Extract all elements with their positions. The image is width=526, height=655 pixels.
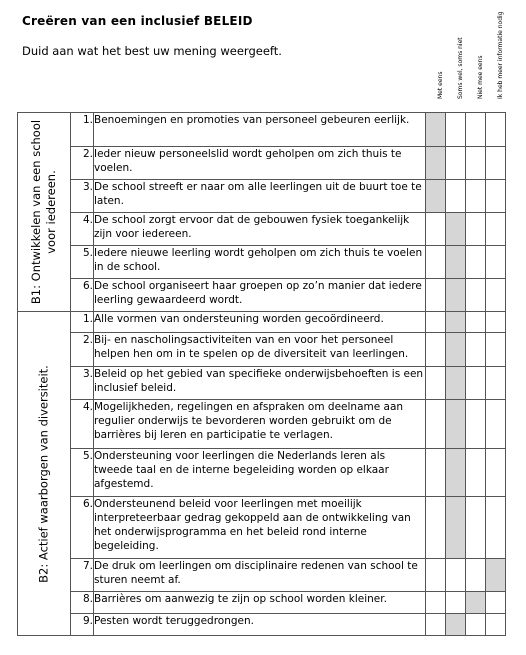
answer-cell-niet-mee-eens[interactable] xyxy=(466,497,486,559)
answer-cell-mee-eens[interactable] xyxy=(426,367,446,400)
table-row xyxy=(18,449,506,497)
table-row xyxy=(18,400,506,449)
statement-text: Pesten wordt teruggedrongen. xyxy=(94,614,426,636)
answer-cell-soms[interactable] xyxy=(446,449,466,497)
table-row xyxy=(18,333,506,367)
answer-cell-mee-eens[interactable] xyxy=(426,279,446,312)
item-number: 9. xyxy=(71,614,94,636)
page-title: Creëren van een inclusief BELEID xyxy=(22,14,253,28)
answer-cell-niet-mee-eens[interactable] xyxy=(466,333,486,367)
answer-cell-soms[interactable] xyxy=(446,367,466,400)
answer-cell-meer-info[interactable] xyxy=(486,180,506,213)
item-number: 2. xyxy=(71,147,94,180)
item-number: 1. xyxy=(71,312,94,333)
section-label-b1: B1: Ontwikkelen van een school voor iedereen. xyxy=(18,113,71,312)
column-header-niet-mee-eens: Niet mee eens xyxy=(477,55,484,99)
table-row xyxy=(18,246,506,279)
statement-text: De school zorgt ervoor dat de gebouwen fysiek toegankelijk zijn voor iedereen. xyxy=(94,213,426,246)
answer-cell-niet-mee-eens[interactable] xyxy=(466,367,486,400)
table-row xyxy=(18,497,506,559)
answer-cell-meer-info[interactable] xyxy=(486,367,506,400)
table-row xyxy=(18,312,506,333)
answer-cell-niet-mee-eens[interactable] xyxy=(466,592,486,614)
answer-cell-niet-mee-eens[interactable] xyxy=(466,213,486,246)
answer-cell-soms[interactable] xyxy=(446,592,466,614)
statement-text: Iedere nieuwe leerling wordt geholpen om zich thuis te voelen in de school. xyxy=(94,246,426,279)
answer-cell-niet-mee-eens[interactable] xyxy=(466,559,486,592)
item-number: 3. xyxy=(71,367,94,400)
answer-cell-mee-eens[interactable] xyxy=(426,246,446,279)
item-number: 7. xyxy=(71,559,94,592)
table-row xyxy=(18,592,506,614)
statement-text: Ieder nieuw personeelslid wordt geholpen om zich thuis te voelen. xyxy=(94,147,426,180)
table-row xyxy=(18,113,506,147)
statement-text: De druk om leerlingen om disciplinaire redenen van school te sturen neemt af. xyxy=(94,559,426,592)
answer-cell-meer-info[interactable] xyxy=(486,449,506,497)
item-number: 3. xyxy=(71,180,94,213)
statement-text: Mogelijkheden, regelingen en afspraken om deelname aan regulier onderwijs te bevorderen worden gebruikt om de barrières bij leren en participatie te verlagen. xyxy=(94,400,426,449)
answer-cell-mee-eens[interactable] xyxy=(426,333,446,367)
answer-cell-meer-info[interactable] xyxy=(486,559,506,592)
answer-cell-niet-mee-eens[interactable] xyxy=(466,614,486,636)
answer-cell-niet-mee-eens[interactable] xyxy=(466,246,486,279)
item-number: 6. xyxy=(71,279,94,312)
answer-cell-mee-eens[interactable] xyxy=(426,614,446,636)
column-header-soms-wel-soms-niet: Soms wel, soms niet xyxy=(457,37,464,99)
answer-cell-soms[interactable] xyxy=(446,333,466,367)
table-row xyxy=(18,367,506,400)
answer-cell-soms[interactable] xyxy=(446,312,466,333)
answer-cell-soms[interactable] xyxy=(446,213,466,246)
table-row xyxy=(18,614,506,636)
instruction-text: Duid aan wat het best uw mening weergeeft. xyxy=(22,44,282,58)
answer-cell-niet-mee-eens[interactable] xyxy=(466,147,486,180)
answer-cell-soms[interactable] xyxy=(446,400,466,449)
answer-cell-niet-mee-eens[interactable] xyxy=(466,113,486,147)
statement-text: Alle vormen van ondersteuning worden gecoördineerd. xyxy=(94,312,426,333)
answer-cell-soms[interactable] xyxy=(446,614,466,636)
answer-cell-soms[interactable] xyxy=(446,113,466,147)
item-number: 5. xyxy=(71,246,94,279)
statement-text: Beleid op het gebied van specifieke onderwijsbehoeften is een inclusief beleid. xyxy=(94,367,426,400)
survey-table xyxy=(17,112,506,636)
answer-cell-meer-info[interactable] xyxy=(486,147,506,180)
statement-text: Barrières om aanwezig te zijn op school worden kleiner. xyxy=(94,592,426,614)
answer-cell-niet-mee-eens[interactable] xyxy=(466,449,486,497)
answer-cell-soms[interactable] xyxy=(446,246,466,279)
answer-cell-mee-eens[interactable] xyxy=(426,312,446,333)
statement-text: Bij- en nascholingsactiviteiten van en voor het personeel helpen hen om in te spelen op de diversiteit van leerlingen. xyxy=(94,333,426,367)
answer-cell-mee-eens[interactable] xyxy=(426,497,446,559)
answer-cell-meer-info[interactable] xyxy=(486,497,506,559)
item-number: 4. xyxy=(71,400,94,449)
answer-cell-soms[interactable] xyxy=(446,279,466,312)
answer-cell-meer-info[interactable] xyxy=(486,400,506,449)
statement-text: De school organiseert haar groepen op zo’n manier dat iedere leerling gewaardeerd wordt. xyxy=(94,279,426,312)
statement-text: Ondersteunend beleid voor leerlingen met moeilijk interpreteerbaar gedrag gekoppeld aan de ontwikkeling van het onderwijsprogramma en het beleid rond interne begeleiding. xyxy=(94,497,426,559)
table-row xyxy=(18,213,506,246)
answer-cell-mee-eens[interactable] xyxy=(426,400,446,449)
column-header-meer-informatie: Ik heb meer informatie nodig xyxy=(497,11,504,99)
answer-cell-mee-eens[interactable] xyxy=(426,180,446,213)
statement-text: Benoemingen en promoties van personeel gebeuren eerlijk. xyxy=(94,113,426,147)
item-number: 8. xyxy=(71,592,94,614)
item-number: 2. xyxy=(71,333,94,367)
column-header-mee-eens: Met eens xyxy=(437,71,444,99)
answer-cell-soms[interactable] xyxy=(446,147,466,180)
answer-cell-meer-info[interactable] xyxy=(486,246,506,279)
answer-cell-meer-info[interactable] xyxy=(486,312,506,333)
answer-cell-niet-mee-eens[interactable] xyxy=(466,279,486,312)
answer-cell-soms[interactable] xyxy=(446,497,466,559)
answer-cell-mee-eens[interactable] xyxy=(426,147,446,180)
table-row xyxy=(18,279,506,312)
table-row xyxy=(18,180,506,213)
answer-cell-niet-mee-eens[interactable] xyxy=(466,400,486,449)
answer-cell-soms[interactable] xyxy=(446,180,466,213)
answer-cell-mee-eens[interactable] xyxy=(426,113,446,147)
answer-cell-niet-mee-eens[interactable] xyxy=(466,312,486,333)
answer-cell-soms[interactable] xyxy=(446,559,466,592)
section-label-b2: B2: Actief waarborgen van diversiteit. xyxy=(18,312,71,636)
statement-text: De school streeft er naar om alle leerlingen uit de buurt toe te laten. xyxy=(94,180,426,213)
item-number: 5. xyxy=(71,449,94,497)
item-number: 1. xyxy=(71,113,94,147)
answer-cell-mee-eens[interactable] xyxy=(426,213,446,246)
answer-cell-meer-info[interactable] xyxy=(486,113,506,147)
statement-text: Ondersteuning voor leerlingen die Nederlands leren als tweede taal en de interne begeleiding worden op elkaar afgestemd. xyxy=(94,449,426,497)
item-number: 4. xyxy=(71,213,94,246)
answer-cell-meer-info[interactable] xyxy=(486,279,506,312)
answer-cell-meer-info[interactable] xyxy=(486,614,506,636)
table-row xyxy=(18,559,506,592)
answer-cell-meer-info[interactable] xyxy=(486,213,506,246)
answer-cell-mee-eens[interactable] xyxy=(426,559,446,592)
answer-cell-meer-info[interactable] xyxy=(486,592,506,614)
item-number: 6. xyxy=(71,497,94,559)
answer-cell-mee-eens[interactable] xyxy=(426,592,446,614)
answer-cell-mee-eens[interactable] xyxy=(426,449,446,497)
table-row xyxy=(18,147,506,180)
answer-cell-niet-mee-eens[interactable] xyxy=(466,180,486,213)
answer-cell-meer-info[interactable] xyxy=(486,333,506,367)
